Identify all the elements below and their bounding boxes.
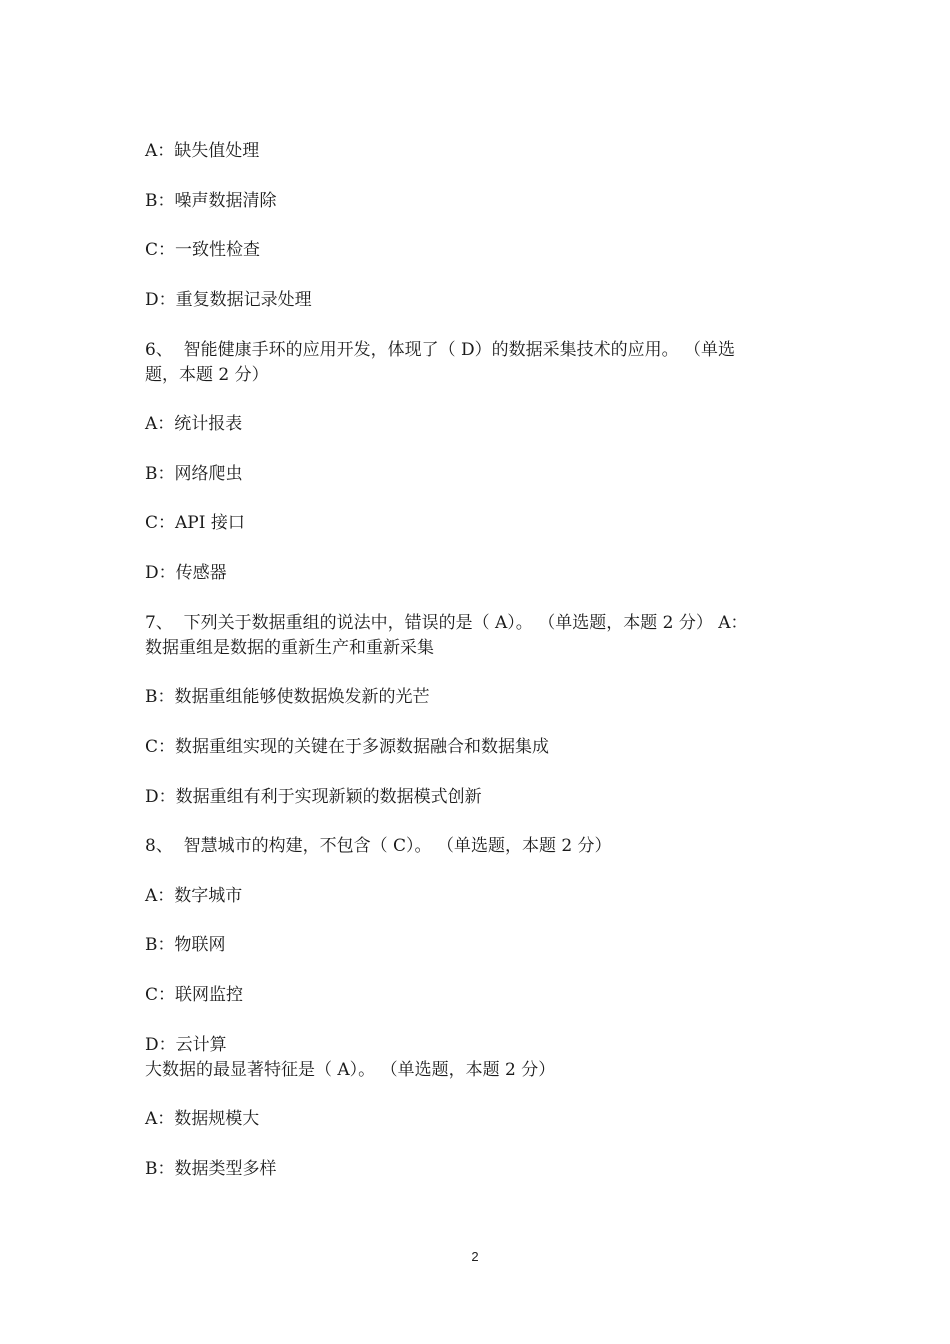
page-number: 2 [471,1249,479,1264]
q6-question-line1: 6、 智能健康手环的应用开发，体现了（ D）的数据采集技术的应用。 （单选 [145,340,736,360]
q6-question-line2: 题，本题 2 分） [145,365,269,385]
q5-option-b: B：噪声数据清除 [145,191,277,211]
q6-option-a: A：统计报表 [145,414,243,434]
q7-question-line1: 7、 下列关于数据重组的说法中，错误的是（ A）。 （单选题，本题 2 分） A： [145,613,748,633]
q9-question: 大数据的最显著特征是（ A）。 （单选题，本题 2 分） [145,1060,556,1080]
q5-option-a: A：缺失值处理 [145,141,260,161]
q7-question-line2: 数据重组是数据的重新生产和重新采集 [145,638,434,658]
q8-option-a: A：数字城市 [145,886,243,906]
q8-option-b: B：物联网 [145,935,226,955]
q7-option-b: B：数据重组能够使数据焕发新的光芒 [145,687,430,707]
q6-option-c: C：API 接口 [145,513,245,533]
q8-option-c: C：联网监控 [145,985,244,1005]
q6-option-b: B：网络爬虫 [145,464,243,484]
q6-option-d: D：传感器 [145,563,227,583]
q9-option-a: A：数据规模大 [145,1109,260,1129]
q5-option-c: C：一致性检查 [145,240,261,260]
q8-question: 8、 智慧城市的构建，不包含（ C）。 （单选题，本题 2 分） [145,836,612,856]
q8-option-d: D：云计算 [145,1035,227,1055]
q5-option-d: D：重复数据记录处理 [145,290,312,310]
q7-option-c: C：数据重组实现的关键在于多源数据融合和数据集成 [145,737,550,757]
q7-option-d: D：数据重组有利于实现新颖的数据模式创新 [145,787,482,807]
q9-option-b: B：数据类型多样 [145,1159,277,1179]
